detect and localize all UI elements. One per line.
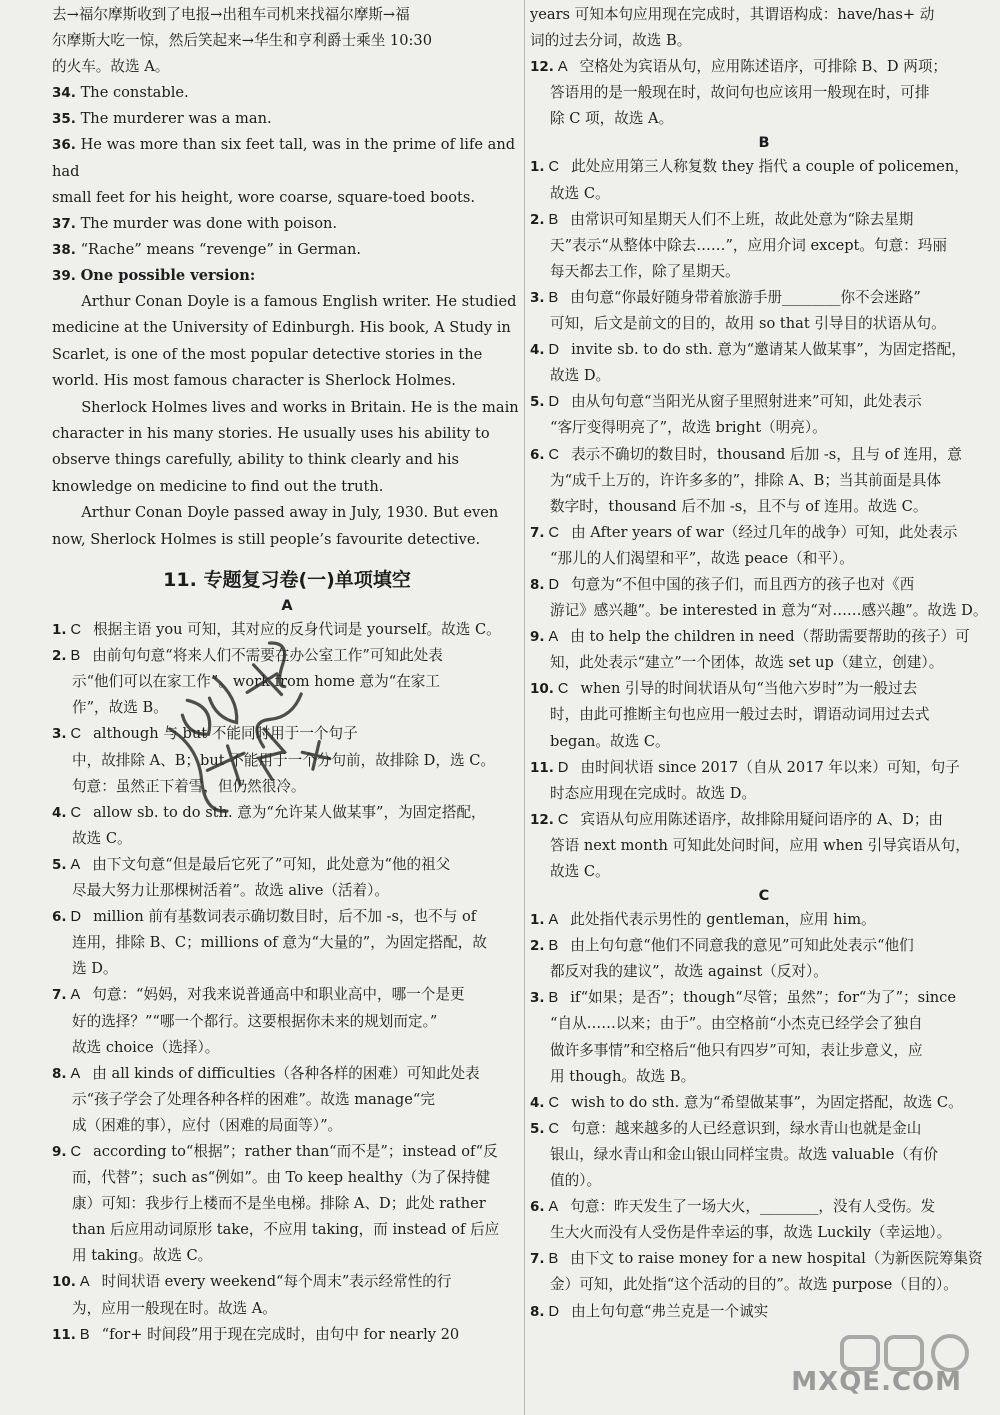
section-a-answer-line: 尽最大努力让那棵树活着”。故选 alive（活着）。 <box>72 882 389 900</box>
item-answer-letter: C <box>70 726 82 743</box>
item-explanation: 由从句句意“当阳光从窗子里照射进来”可知，此处表示 <box>571 393 922 411</box>
item-answer-letter: C <box>548 1120 560 1137</box>
question-36-cont: small feet for his height, wore coarse, square-toed boots. <box>52 188 475 206</box>
item-answer-letter: C <box>70 1143 82 1160</box>
question-36: 36. He was more than six feet tall, was in the prime of life and had <box>52 136 516 180</box>
item-answer-letter: C <box>548 159 560 176</box>
section-b-answer-line: 为“成千上万的，许许多多的”，排除 A、B；当其前面是具体 <box>550 471 942 489</box>
item-number: 10. <box>530 681 554 698</box>
section-b-answer-item <box>530 807 998 833</box>
question-37: 37. The murder was done with poison. <box>52 214 338 232</box>
item-number: 2. <box>52 648 67 665</box>
item-explanation: 句意：越来越多的人已经意识到，绿水青山也就是金山 <box>571 1119 922 1137</box>
section-c-answer-line: 银山，绿水青山和金山银山同样宝贵。故选 valuable（有价 <box>550 1145 939 1163</box>
section-b-answer-line: 天”表示“从整体中除去……”，应用介词 except。句意：玛丽 <box>550 236 947 254</box>
section-a-answer-line: 示“他们可以在家工作”。work from home 意为“在家工 <box>72 673 440 691</box>
item-explanation: “for+ 时间段”用于现在完成时，由句中 for nearly 20 <box>101 1325 460 1343</box>
intro-line: 的火车。故选 A。 <box>52 58 170 76</box>
item-number: 7. <box>530 524 545 541</box>
section-a-answer-item <box>52 1061 522 1087</box>
item-answer-letter: B <box>70 648 81 665</box>
item-explanation: 由 After years of war（经过几年的战争）可知，此处表示 <box>571 523 958 541</box>
item-answer-letter: D <box>548 394 560 411</box>
item-number: 3. <box>52 726 67 743</box>
item-answer-letter: A <box>548 629 559 646</box>
section-b-answer-line: 可知，后文是前文的目的，故用 so that 引导目的状语从句。 <box>550 315 946 333</box>
question-34: 34. The constable. <box>52 84 189 102</box>
item-explanation: 由下文句意“但是最后它死了”可知，此处意为“他的祖父 <box>92 855 451 873</box>
item-explanation: 空格处为宾语从句，应用陈述语序，可排除 B、D 两项； <box>579 58 948 76</box>
section-b-answer-line: began。故选 C。 <box>550 732 670 750</box>
right-answer-list-b <box>530 154 998 885</box>
item-answer-letter: B <box>548 289 559 306</box>
section-c-answer-line: 做许多事情”和空格后“他只有四岁”可知，表让步意义，应 <box>550 1041 923 1059</box>
item-number: 8. <box>530 1303 545 1320</box>
item-explanation: 句意：昨天发生了一场大火，________，没有人受伤。发 <box>570 1198 936 1216</box>
item-explanation: 由句意“你最好随身带着旅游手册________你不会迷路” <box>570 288 921 306</box>
section-b-answer-line: 时，由此可推断主句也应用一般过去时，谓语动词用过去式 <box>550 706 930 724</box>
item-answer-letter: C <box>548 446 560 463</box>
item-answer-letter: C <box>548 524 560 541</box>
left-intro <box>52 2 522 80</box>
item-answer-letter: A <box>79 1274 90 1291</box>
question-35: 35. The murderer was a man. <box>52 110 272 128</box>
item-explanation: 根据主语 you 可知，其对应的反身代词是 yourself。故选 C。 <box>93 621 501 639</box>
watermark-text: MXQE.COM <box>791 1367 962 1397</box>
section-b-answer-line: 数字时，thousand 后不加 -s，且不与 of 连用。故选 C。 <box>550 497 928 515</box>
item-explanation: wish to do sth. 意为“希望做某事”，为固定搭配，故选 C。 <box>571 1093 963 1111</box>
section-b-answer-line: 每天都去工作，除了星期天。 <box>550 262 740 280</box>
section-a-answer-line: 康）可知：我步行上楼而不是坐电梯。排除 A、D；此处 rather <box>72 1195 486 1213</box>
right-answer-list-a <box>530 54 998 132</box>
item-number: 12. <box>530 811 554 828</box>
item-explanation: 由 to help the children in need（帮助需要帮助的孩子）可 <box>570 628 970 646</box>
section-a-answer-line: 而，代替”；such as“例如”。由 To keep healthy（为了保持健 <box>72 1169 491 1187</box>
item-number: 9. <box>52 1143 67 1160</box>
item-number: 1. <box>52 622 67 639</box>
intro-line: 去→福尔摩斯收到了电报→出租车司机来找福尔摩斯→福 <box>52 6 410 23</box>
intro-line: 词的过去分词，故选 B。 <box>530 32 692 50</box>
section-b-answer-item <box>530 442 998 468</box>
item-answer-letter: B <box>548 211 559 228</box>
section-b-answer-item <box>530 389 998 415</box>
section-c-answer-item <box>530 1299 998 1325</box>
item-number: 3. <box>530 990 545 1007</box>
item-number: 4. <box>530 1094 545 1111</box>
section-b-answer-item <box>530 520 998 546</box>
item-explanation: allow sb. to do sth. 意为“允许某人做某事”，为固定搭配， <box>93 803 486 821</box>
section-a-answer-line: 成（困难的事），应付（困难的局面等）”。 <box>72 1116 343 1134</box>
intro-line: 尔摩斯大吃一惊，然后笑起来→华生和亨利爵士乘坐 10:30 <box>52 32 432 50</box>
item-explanation: 由下文 to raise money for a new hospital（为新医院筹集资 <box>570 1250 983 1268</box>
section-a-answer-item <box>52 721 522 747</box>
item-answer-letter: A <box>70 1065 81 1082</box>
item-explanation: 由上句句意“他们不同意我的意见”可知此处表示“他们 <box>570 937 914 955</box>
item-answer-letter: A <box>548 912 559 929</box>
item-number: 1. <box>530 912 545 929</box>
item-explanation: 时间状语 every weekend“每个周末”表示经常性的行 <box>101 1273 452 1291</box>
section-a-answer-line: 作”，故选 B。 <box>72 699 168 717</box>
section-b-answer-line: 游记》感兴趣”。be interested in 意为“对……感兴趣”。故选 D。 <box>550 602 988 620</box>
item-number: 2. <box>530 938 545 955</box>
item-answer-letter: C <box>557 681 569 698</box>
section-a-answer-line: 答语用的是一般现在时，故问句也应该用一般现在时，可排 <box>550 84 930 102</box>
item-explanation: million 前有基数词表示确切数目时，后不加 -s，也不与 of <box>93 908 477 926</box>
section-a-answer-line: 除 C 项，故选 A。 <box>550 110 674 128</box>
section-b-answer-line: 故选 D。 <box>550 367 611 385</box>
section-c-answer-line: 用 though。故选 B。 <box>550 1067 696 1085</box>
section-b-answer-line: 知，此处表示“建立”一个团体，故选 set up（建立，创建）。 <box>550 654 944 672</box>
section-c-answer-line: 都反对我的建议”，故选 against（反对）。 <box>550 963 828 981</box>
section-a-answer-item <box>52 1139 522 1165</box>
section-a-answer-line: 中，故排除 A、B；but 不能用于一个分句前，故排除 D，选 C。 <box>72 751 495 769</box>
item-number: 5. <box>530 1120 545 1137</box>
item-explanation: 宾语从句应用陈述语序，故排除用疑问语序的 A、D；由 <box>580 810 944 828</box>
subsection-c-title: C <box>758 888 770 905</box>
column-divider <box>524 0 525 1415</box>
section-b-answer-line: 时态应用现在完成时。故选 D。 <box>550 784 757 802</box>
item-number: 8. <box>52 1065 67 1082</box>
item-answer-letter: A <box>70 856 81 873</box>
subsection-b-title: B <box>758 135 770 152</box>
section-a-answer-item <box>52 800 522 826</box>
item-number: 1. <box>530 159 545 176</box>
section-b-answer-item <box>530 676 998 702</box>
item-number: 8. <box>530 576 545 593</box>
essay-paragraph: Arthur Conan Doyle is a famous English writer. He studied medicine at the University of Edinburgh. His book, A Study in Scarlet, is one of the most popular detective stories in the world. His most famous character is Sherlock Holmes. <box>52 293 517 390</box>
section-a-answer-line: 连用，排除 B、C；millions of 意为“大量的”，为固定搭配，故 <box>72 934 487 952</box>
section-c-answer-item <box>530 933 998 959</box>
section-c-answer-line: 生大火而没有人受伤是件幸运的事，故选 Luckily（幸运地）。 <box>550 1224 952 1242</box>
item-explanation: 由时间状语 since 2017（自从 2017 年以来）可知，句子 <box>580 758 960 776</box>
item-number: 2. <box>530 211 545 228</box>
item-explanation: according to“根据”；rather than“而不是”；instead of“反 <box>93 1142 498 1160</box>
section-b-answer-line: “客厅变得明亮了”，故选 bright（明亮）。 <box>550 419 827 437</box>
item-explanation: 表示不确切的数目时，thousand 后加 -s，且与 of 连用，意 <box>571 445 962 463</box>
section-a-answer-item <box>52 904 522 930</box>
item-answer-letter: A <box>70 987 81 1004</box>
right-column <box>530 2 998 1407</box>
section-a-answer-item <box>52 1322 522 1348</box>
subsection-a-title: A <box>281 598 293 615</box>
section-a-answer-line: 用 taking。故选 C。 <box>72 1247 213 1265</box>
item-explanation: 由常识可知星期天人们不上班，故此处意为“除去星期 <box>570 210 914 228</box>
item-explanation: 句意：“妈妈，对我来说普通高中和职业高中，哪一个是更 <box>92 986 465 1004</box>
item-number: 4. <box>52 804 67 821</box>
item-number: 7. <box>530 1251 545 1268</box>
item-number: 6. <box>530 1199 545 1216</box>
section-c-answer-item <box>530 1194 998 1220</box>
section-b-answer-item <box>530 755 998 781</box>
item-answer-letter: B <box>79 1326 90 1343</box>
watermark-logo <box>791 1333 982 1403</box>
section-a-answer-item <box>52 852 522 878</box>
section-c-answer-line: “自从……以来；由于”。由空格前“小杰克已经学会了独自 <box>550 1015 923 1033</box>
section-a-answer-line: 示“孩子学会了处理各种各样的困难”。故选 manage“完 <box>72 1090 435 1108</box>
item-number: 5. <box>530 394 545 411</box>
item-number: 4. <box>530 342 545 359</box>
item-explanation: when 引导的时间状语从句“当他六岁时”为一般过去 <box>580 680 918 698</box>
item-answer-letter: C <box>548 1094 560 1111</box>
section-c-answer-line: 金）可知，此处指“这个活动的目的”。故选 purpose（目的）。 <box>550 1276 958 1294</box>
item-number: 5. <box>52 856 67 873</box>
section-a-answer-line: 故选 C。 <box>72 829 132 847</box>
item-number: 6. <box>530 446 545 463</box>
left-column <box>52 2 522 1407</box>
item-answer-letter: B <box>548 938 559 955</box>
item-number: 12. <box>530 59 554 76</box>
item-answer-letter: D <box>548 1303 560 1320</box>
item-answer-letter: C <box>70 804 82 821</box>
item-answer-letter: D <box>557 759 569 776</box>
item-answer-letter: A <box>548 1199 559 1216</box>
left-answer-list <box>52 617 522 1348</box>
sample-essay <box>52 289 522 553</box>
item-explanation: if“如果；是否”；though“尽管；虽然”；for“为了”；since <box>570 989 956 1007</box>
section-a-answer-line: 好的选择？”“哪一个都行。这要根据你未来的规划而定。” <box>72 1012 438 1030</box>
section-a-answer-line: 故选 choice（选择）。 <box>72 1038 220 1056</box>
intro-line: years 可知本句应用现在完成时，其谓语构成：have/has+ 动 <box>530 6 935 23</box>
section-c-answer-item <box>530 985 998 1011</box>
item-number: 9. <box>530 629 545 646</box>
item-explanation: 由 all kinds of difficulties（各种各样的困难）可知此处表 <box>92 1064 480 1082</box>
section-a-answer-line: 为，应用一般现在时。故选 A。 <box>72 1299 277 1317</box>
right-intro <box>530 2 998 54</box>
section-a-answer-item <box>52 1269 522 1295</box>
item-explanation: 此处指代表示男性的 gentleman，应用 him。 <box>570 911 876 929</box>
essay-paragraph: Arthur Conan Doyle passed away in July, 1930. But even now, Sherlock Holmes is still people’s favourite detective. <box>52 504 499 548</box>
item-number: 3. <box>530 289 545 306</box>
question-39: 39. One possible version: <box>52 266 256 284</box>
item-answer-letter: B <box>548 990 559 1007</box>
section-a-answer-line: than 后应用动词原形 take，不应用 taking，而 instead of 后应 <box>72 1221 500 1239</box>
essay-paragraph: Sherlock Holmes lives and works in Britain. He is the main character in his many stories. He usually uses his ability to observe things carefully, ability to think clearly and his knowledge on medicine to find out the truth. <box>52 398 519 495</box>
item-explanation: 句意为“不但中国的孩子们，而且西方的孩子也对《西 <box>571 575 915 593</box>
section-b-answer-item <box>530 154 998 180</box>
section-a-answer-item <box>52 643 522 669</box>
question-38: 38. “Rache” means “revenge” in German. <box>52 240 362 258</box>
section-a-answer-item <box>530 54 998 80</box>
item-explanation: 由上句句意“弗兰克是一个诚实 <box>571 1302 769 1320</box>
item-number: 10. <box>52 1274 76 1291</box>
section-b-answer-line: 故选 C。 <box>550 184 610 202</box>
item-answer-letter: C <box>557 811 569 828</box>
item-answer-letter: D <box>548 342 560 359</box>
item-number: 6. <box>52 909 67 926</box>
item-answer-letter: B <box>548 1251 559 1268</box>
item-explanation: 由前句句意“将来人们不需要在办公室工作”可知此处表 <box>92 647 443 665</box>
item-answer-letter: D <box>70 909 82 926</box>
section-a-answer-item <box>52 617 522 643</box>
section-b-answer-line: “那儿的人们渴望和平”，故选 peace（和平）。 <box>550 549 854 567</box>
item-explanation: invite sb. to do sth. 意为“邀请某人做某事”，为固定搭配， <box>571 341 966 359</box>
section-b-answer-line: 故选 C。 <box>550 863 610 880</box>
section-a-answer-line: 句意：虽然正下着雪，但仍然很冷。 <box>72 777 306 795</box>
item-answer-letter: A <box>557 59 568 76</box>
item-answer-letter: C <box>70 622 82 639</box>
section-c-answer-item <box>530 1090 998 1116</box>
section-c-answer-item <box>530 1116 998 1142</box>
section-a-answer-item <box>52 982 522 1008</box>
section-b-answer-item <box>530 337 998 363</box>
section-c-answer-item <box>530 907 998 933</box>
section-b-answer-line: 答语 next month 可知此处问时间，应用 when 引导宾语从句， <box>550 836 970 854</box>
item-number: 11. <box>52 1326 76 1343</box>
section-b-answer-item <box>530 624 998 650</box>
item-number: 7. <box>52 987 67 1004</box>
item-number: 11. <box>530 759 554 776</box>
item-explanation: 此处应用第三人称复数 they 指代 a couple of policemen， <box>571 158 969 176</box>
section-b-answer-item <box>530 285 998 311</box>
section-b-answer-item <box>530 572 998 598</box>
section-c-answer-line: 值的）。 <box>550 1172 602 1190</box>
section-b-answer-item <box>530 207 998 233</box>
section-a-answer-line: 选 D。 <box>72 960 118 978</box>
item-answer-letter: D <box>548 576 560 593</box>
right-answer-list-c <box>530 907 998 1325</box>
section-title: 11. 专题复习卷(一)单项填空 <box>163 569 411 592</box>
section-c-answer-item <box>530 1246 998 1272</box>
item-explanation: although 与 but 不能同时用于一个句子 <box>93 725 358 743</box>
